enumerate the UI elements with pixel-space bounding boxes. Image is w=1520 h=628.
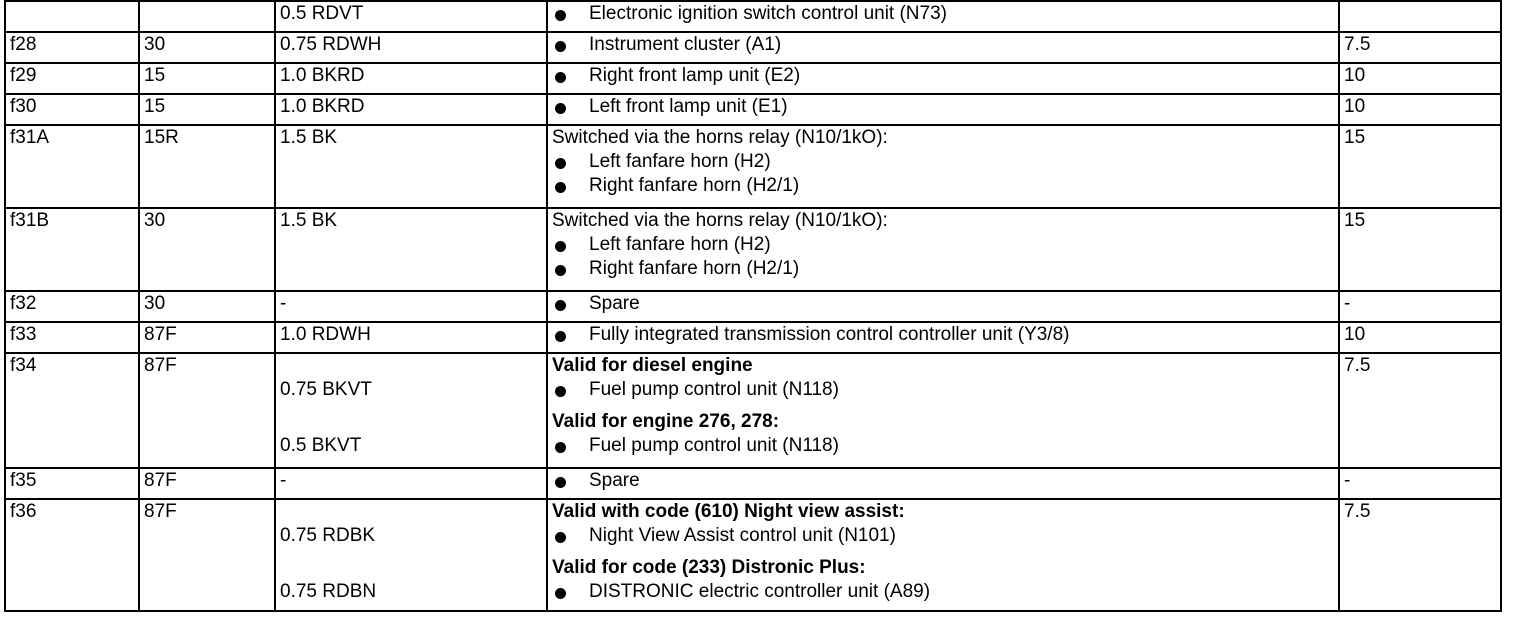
consumer-intro: Switched via the horns relay (N10/1kO): bbox=[552, 210, 888, 231]
consumer-cell bbox=[547, 322, 1339, 353]
fuse-cell: f30 bbox=[5, 94, 139, 125]
validity-heading: Valid for engine 276, 278: bbox=[552, 411, 780, 432]
fuse-cell: f34 bbox=[5, 353, 139, 468]
amps-cell: 15 bbox=[1339, 125, 1501, 208]
consumer-cell bbox=[547, 468, 1339, 499]
consumer-cell bbox=[547, 208, 1339, 291]
fuse-cell: f31B bbox=[5, 208, 139, 291]
bullet-item: Spare bbox=[552, 469, 1338, 493]
wire-value: 0.5 BKVT bbox=[280, 435, 362, 456]
table-row bbox=[5, 353, 1501, 468]
wire-cell: - bbox=[275, 291, 547, 322]
consumer-cell bbox=[547, 32, 1339, 63]
bullet-item: Right fanfare horn (H2/1) bbox=[552, 257, 1338, 281]
validity-heading: Valid for code (233) Distronic Plus: bbox=[552, 557, 866, 578]
amps-cell: 7.5 bbox=[1339, 32, 1501, 63]
consumer-cell bbox=[547, 499, 1339, 611]
bullet-item: Left fanfare horn (H2) bbox=[552, 150, 1338, 174]
bullet-item: Fully integrated transmission control controller unit (Y3/8) bbox=[552, 323, 1338, 347]
terminal-cell bbox=[139, 1, 275, 32]
bullet-item: Instrument cluster (A1) bbox=[552, 33, 1338, 57]
fuse-cell: f31A bbox=[5, 125, 139, 208]
bullet-item: Left fanfare horn (H2) bbox=[552, 233, 1338, 257]
wire-value: 0.75 RDBK bbox=[280, 525, 376, 546]
amps-cell: 10 bbox=[1339, 322, 1501, 353]
terminal-cell: 15 bbox=[139, 94, 275, 125]
terminal-cell: 30 bbox=[139, 291, 275, 322]
terminal-cell: 15 bbox=[139, 63, 275, 94]
bullet-item: Electronic ignition switch control unit (N73) bbox=[552, 2, 1338, 26]
amps-cell: - bbox=[1339, 291, 1501, 322]
table-row bbox=[5, 291, 1501, 322]
bullet-item: Right front lamp unit (E2) bbox=[552, 64, 1338, 88]
wire-cell: 0.75 RDWH bbox=[275, 32, 547, 63]
fuse-cell: f32 bbox=[5, 291, 139, 322]
fuse-table bbox=[4, 0, 1502, 612]
wire-cell: 1.5 BK bbox=[275, 208, 547, 291]
consumer-cell bbox=[547, 1, 1339, 32]
bullet-item: DISTRONIC electric controller unit (A89) bbox=[552, 580, 1338, 604]
consumer-cell bbox=[547, 125, 1339, 208]
terminal-cell: 15R bbox=[139, 125, 275, 208]
table-row bbox=[5, 208, 1501, 291]
validity-heading: Valid for diesel engine bbox=[552, 355, 753, 376]
fuse-cell bbox=[5, 1, 139, 32]
consumer-cell bbox=[547, 63, 1339, 94]
fuse-cell: f33 bbox=[5, 322, 139, 353]
table-row bbox=[5, 94, 1501, 125]
bullet-item: Right fanfare horn (H2/1) bbox=[552, 174, 1338, 198]
table-row bbox=[5, 63, 1501, 94]
consumer-cell bbox=[547, 291, 1339, 322]
amps-cell: 7.5 bbox=[1339, 353, 1501, 468]
terminal-cell: 87F bbox=[139, 322, 275, 353]
wire-value: 0.75 BKVT bbox=[280, 379, 372, 400]
consumer-cell bbox=[547, 94, 1339, 125]
terminal-cell: 87F bbox=[139, 499, 275, 611]
validity-heading: Valid with code (610) Night view assist: bbox=[552, 501, 905, 522]
fuse-cell: f36 bbox=[5, 499, 139, 611]
wire-cell: 1.0 BKRD bbox=[275, 94, 547, 125]
consumer-intro: Switched via the horns relay (N10/1kO): bbox=[552, 127, 888, 148]
wire-cell: 1.0 RDWH bbox=[275, 322, 547, 353]
consumer-cell bbox=[547, 353, 1339, 468]
table-row bbox=[5, 499, 1501, 611]
wire-cell: 0.5 RDVT bbox=[275, 1, 547, 32]
amps-cell: 7.5 bbox=[1339, 499, 1501, 611]
wire-cell: - bbox=[275, 468, 547, 499]
wire-cell bbox=[275, 499, 547, 611]
table-row bbox=[5, 125, 1501, 208]
terminal-cell: 30 bbox=[139, 208, 275, 291]
fuse-cell: f28 bbox=[5, 32, 139, 63]
bullet-item: Spare bbox=[552, 292, 1338, 316]
table-row bbox=[5, 468, 1501, 499]
bullet-item: Fuel pump control unit (N118) bbox=[552, 378, 1338, 402]
amps-cell: 10 bbox=[1339, 94, 1501, 125]
bullet-item: Night View Assist control unit (N101) bbox=[552, 524, 1338, 548]
terminal-cell: 87F bbox=[139, 468, 275, 499]
table-row bbox=[5, 322, 1501, 353]
wire-cell: 1.0 BKRD bbox=[275, 63, 547, 94]
amps-cell: - bbox=[1339, 468, 1501, 499]
bullet-item: Fuel pump control unit (N118) bbox=[552, 434, 1338, 458]
terminal-cell: 30 bbox=[139, 32, 275, 63]
wire-cell bbox=[275, 353, 547, 468]
table-row bbox=[5, 32, 1501, 63]
terminal-cell: 87F bbox=[139, 353, 275, 468]
amps-cell bbox=[1339, 1, 1501, 32]
bullet-item: Left front lamp unit (E1) bbox=[552, 95, 1338, 119]
wire-cell: 1.5 BK bbox=[275, 125, 547, 208]
fuse-cell: f29 bbox=[5, 63, 139, 94]
table-row bbox=[5, 1, 1501, 32]
amps-cell: 10 bbox=[1339, 63, 1501, 94]
wire-value: 0.75 RDBN bbox=[280, 581, 377, 602]
fuse-cell: f35 bbox=[5, 468, 139, 499]
amps-cell: 15 bbox=[1339, 208, 1501, 291]
